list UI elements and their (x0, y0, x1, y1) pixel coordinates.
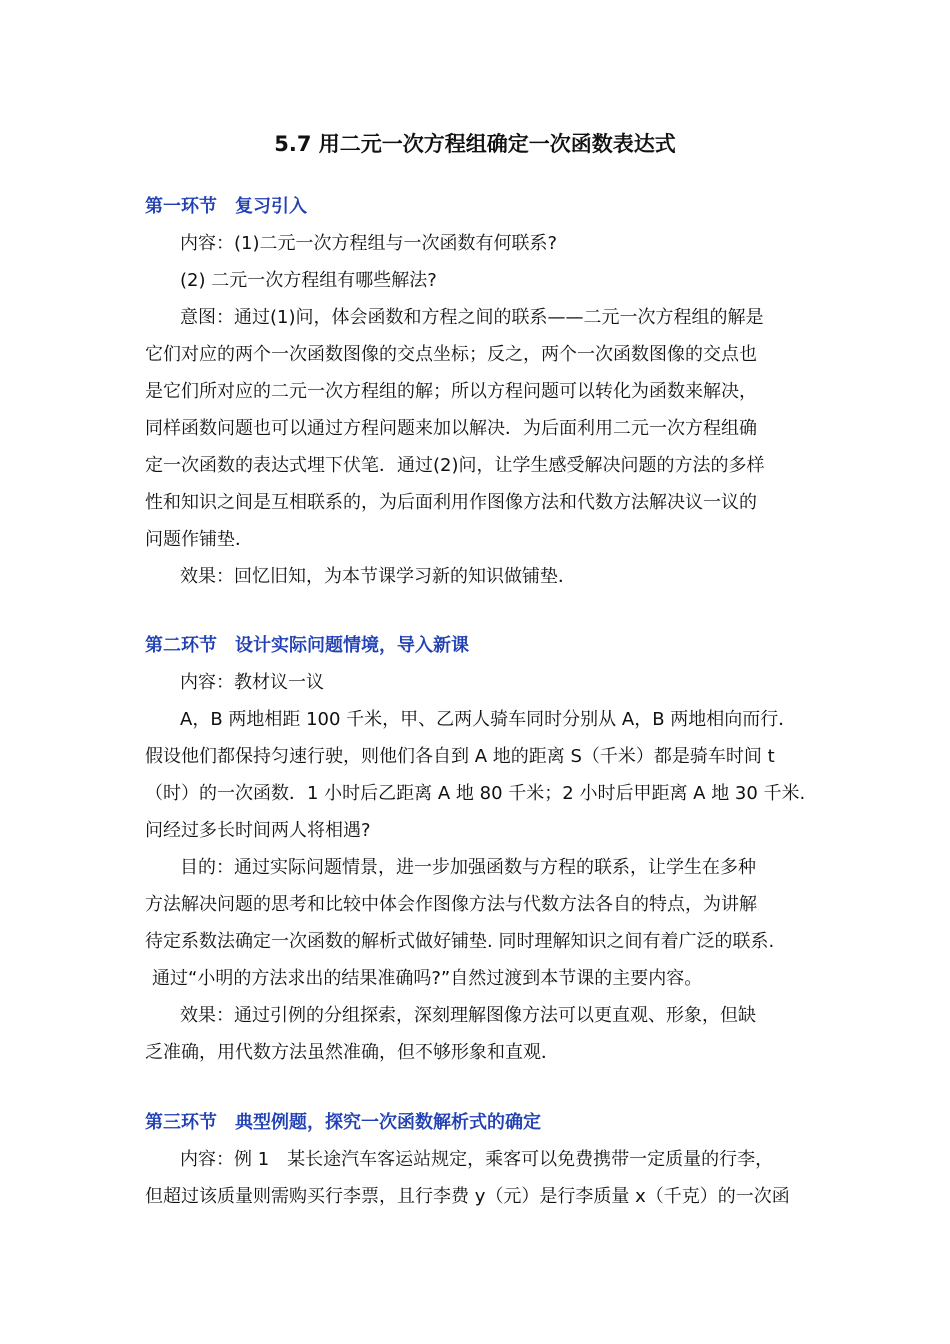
section-2-line-2: A，B 两地相距 100 千米，甲、乙两人骑车同时分别从 A，B 两地相向而行． (180, 709, 797, 730)
section-1-line-1: 内容：(1)二元一次方程组与一次函数有何联系? (180, 233, 558, 254)
section-1-line-8: 性和知识之间是互相联系的，为后面利用作图像方法和代数方法解决议一议的 (145, 492, 757, 513)
section-2-line-9: 通过“小明的方法求出的结果准确吗?”自然过渡到本节课的主要内容。 (152, 968, 703, 989)
section-1-line-9: 问题作铺垫． (145, 529, 253, 550)
section-2-line-10: 效果：通过引例的分组探索，深刻理解图像方法可以更直观、形象，但缺 (180, 1005, 756, 1026)
document-title: 5.7 用二元一次方程组确定一次函数表达式 (274, 132, 676, 156)
section-2-line-6: 目的：通过实际问题情景，进一步加强函数与方程的联系，让学生在多种 (180, 857, 756, 878)
section-2-heading: 第二环节 设计实际问题情境，导入新课 (145, 635, 469, 656)
section-1-line-10: 效果：回忆旧知，为本节课学习新的知识做铺垫． (180, 566, 576, 587)
section-1-heading: 第一环节 复习引入 (145, 196, 307, 217)
section-2-line-1: 内容：教材议一议 (180, 672, 324, 693)
section-3-line-1: 内容：例 1 某长途汽车客运站规定，乘客可以免费携带一定质量的行李， (180, 1149, 774, 1170)
section-2-line-4: （时）的一次函数．1 小时后乙距离 A 地 80 千米；2 小时后甲距离 A 地 30 千米. (145, 783, 806, 804)
section-2-line-3: 假设他们都保持匀速行驶，则他们各自到 A 地的距离 S（千米）都是骑车时间 t (145, 746, 775, 767)
section-1-line-2: (2) 二元一次方程组有哪些解法? (180, 270, 437, 291)
section-2-line-7: 方法解决问题的思考和比较中体会作图像方法与代数方法各自的特点，为讲解 (145, 894, 757, 915)
section-3-heading: 第三环节 典型例题，探究一次函数解析式的确定 (145, 1112, 541, 1133)
section-1-line-5: 是它们所对应的二元一次方程组的解；所以方程问题可以转化为函数来解决， (145, 381, 757, 402)
section-2-line-8: 待定系数法确定一次函数的解析式做好铺垫. 同时理解知识之间有着广泛的联系. (145, 931, 775, 952)
section-3-line-2: 但超过该质量则需购买行李票，且行李费 y（元）是行李质量 x（千克）的一次函 (145, 1186, 790, 1207)
section-1-line-6: 同样函数问题也可以通过方程问题来加以解决．为后面利用二元一次方程组确 (145, 418, 757, 439)
section-1-line-4: 它们对应的两个一次函数图像的交点坐标；反之，两个一次函数图像的交点也 (145, 344, 757, 365)
section-2-line-5: 问经过多长时间两人将相遇? (145, 820, 371, 841)
section-1-line-7: 定一次函数的表达式埋下伏笔．通过(2)问，让学生感受解决问题的方法的多样 (145, 455, 765, 476)
section-2-line-11: 乏准确，用代数方法虽然准确，但不够形象和直观． (145, 1042, 559, 1063)
section-1-line-3: 意图：通过(1)问，体会函数和方程之间的联系——二元一次方程组的解是 (180, 307, 764, 328)
